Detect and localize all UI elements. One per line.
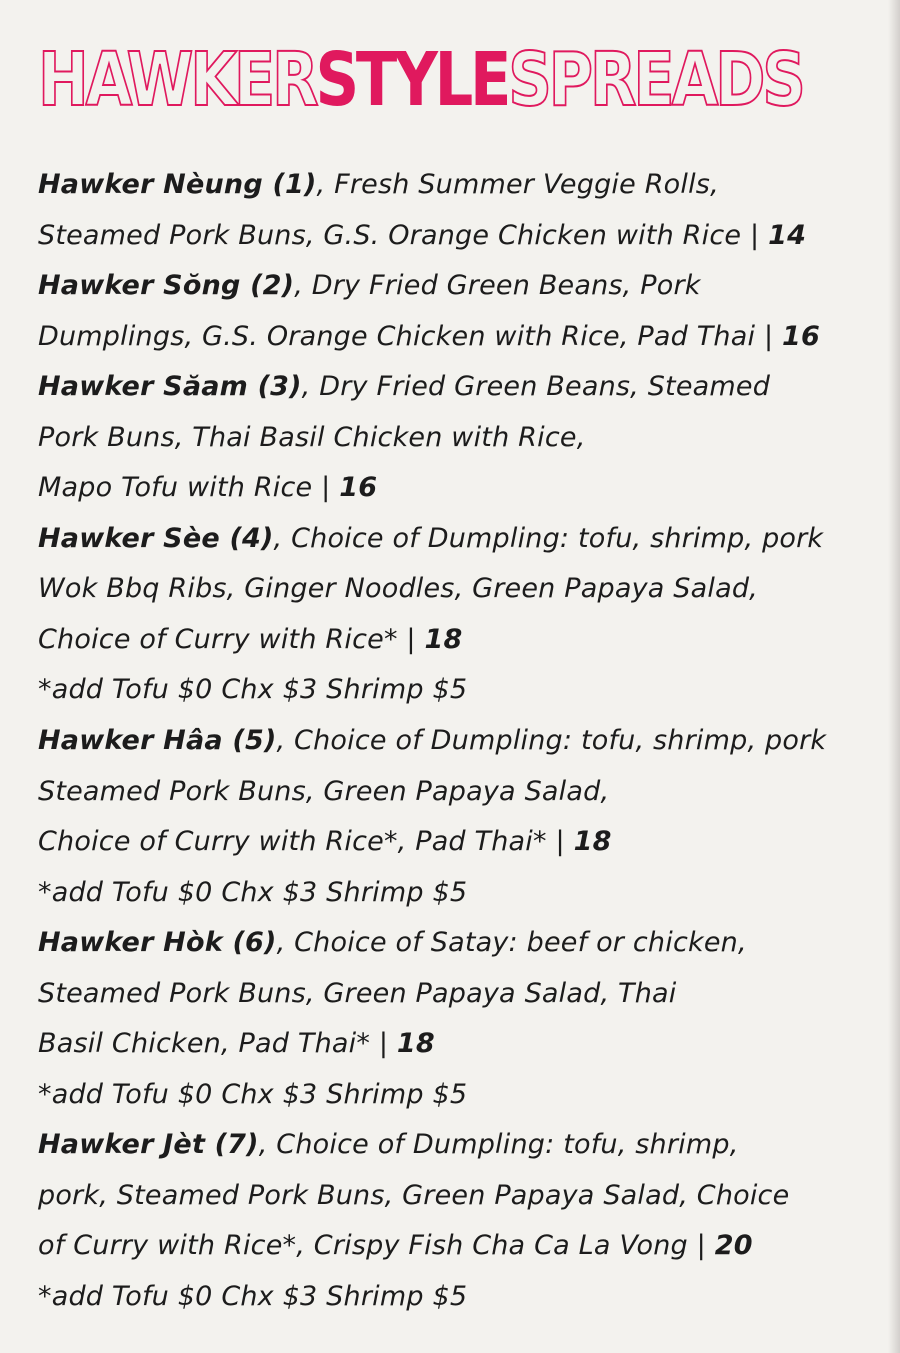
menu-item-text: pork, Steamed Pork Buns, Green Papaya Salad, Choice	[38, 1179, 790, 1211]
menu-item-line	[38, 1120, 868, 1171]
menu-item-line	[38, 362, 868, 413]
menu-item-text: , Choice of Dumpling: tofu, shrimp, pork	[276, 725, 827, 757]
menu-item-text: , Fresh Summer Veggie Rolls,	[316, 169, 719, 200]
menu-item-line	[38, 211, 868, 262]
menu-item-text: Mapo Tofu with Rice |	[38, 472, 340, 504]
menu-item-note: *add Tofu $0 Chx $3 Shrimp $5	[38, 1281, 468, 1313]
menu-title-wordmark	[38, 30, 803, 130]
menu-item-note: *add Tofu $0 Chx $3 Shrimp $5	[38, 876, 468, 908]
menu-item-text: Steamed Pork Buns, Green Papaya Salad,	[38, 775, 610, 807]
menu-item-hawker-4	[38, 514, 868, 716]
menu-item-price: 20	[714, 1230, 753, 1262]
menu-item-price: 18	[573, 826, 612, 858]
menu-item-name: Hawker Hâa (5)	[38, 725, 277, 757]
menu-item-note: *add Tofu $0 Chx $3 Shrimp $5	[38, 674, 468, 706]
menu-item-line	[38, 160, 868, 211]
menu-item-line	[38, 1019, 868, 1070]
menu-item-hawker-3	[38, 362, 868, 514]
menu-item-text: , Choice of Satay: beef or chicken,	[276, 927, 747, 959]
menu-item-text: of Curry with Rice*, Crispy Fish Cha Ca La Vong |	[38, 1230, 715, 1262]
menu-item-line	[38, 918, 868, 969]
menu-item-hawker-5	[38, 716, 868, 918]
menu-list	[38, 160, 868, 1323]
menu-item-price: 18	[424, 623, 463, 655]
menu-item-text: Basil Chicken, Pad Thai* |	[38, 1028, 397, 1060]
menu-item-line	[38, 261, 868, 312]
menu-item-line	[38, 312, 868, 363]
menu-item-hawker-6	[38, 918, 868, 1120]
menu-item-line	[38, 767, 868, 818]
menu-item-hawker-1	[38, 160, 868, 261]
menu-item-price: 16	[339, 472, 378, 504]
menu-item-name: Hawker Jèt (7)	[38, 1129, 259, 1161]
menu-item-line	[38, 413, 868, 464]
menu-item-text: Choice of Curry with Rice* |	[38, 623, 425, 655]
menu-item-text: , Choice of Dumpling: tofu, shrimp,	[258, 1129, 739, 1161]
menu-item-line	[38, 1171, 868, 1222]
title-style: STYLE	[315, 37, 509, 123]
menu-item-price: 14	[768, 219, 807, 251]
menu-item-line	[38, 969, 868, 1020]
menu-item-name: Hawker Sŏng (2)	[38, 270, 295, 302]
menu-item-name: Hawker Nèung (1)	[38, 169, 317, 200]
page-edge	[888, 0, 900, 1353]
menu-item-name: Hawker Hòk (6)	[38, 927, 277, 959]
menu-title	[38, 30, 808, 130]
menu-item-text: Dumplings, G.S. Orange Chicken with Rice, Pad Thai |	[38, 320, 783, 352]
menu-item-text: , Choice of Dumpling: tofu, shrimp, pork	[273, 522, 824, 554]
title-hawker: HAWKER	[38, 37, 316, 123]
menu-item-line	[38, 817, 868, 868]
menu-item-line	[38, 564, 868, 615]
menu-item-text: Pork Buns, Thai Basil Chicken with Rice,	[38, 421, 586, 453]
menu-item-line	[38, 1221, 868, 1272]
menu-item-price: 18	[396, 1028, 435, 1060]
menu-item-text: Steamed Pork Buns, G.S. Orange Chicken with Rice |	[38, 219, 769, 251]
menu-item-price: 16	[782, 320, 821, 352]
menu-item-hawker-7	[38, 1120, 868, 1322]
menu-item-line	[38, 463, 868, 514]
menu-item-text: Choice of Curry with Rice*, Pad Thai* |	[38, 826, 574, 858]
menu-item-text: Wok Bbq Ribs, Ginger Noodles, Green Papaya Salad,	[38, 573, 758, 605]
menu-item-text: Steamed Pork Buns, Green Papaya Salad, Thai	[38, 977, 677, 1009]
title-spreads: SPREADS	[508, 37, 803, 123]
menu-item-name: Hawker Sèe (4)	[38, 522, 274, 554]
menu-item-line	[38, 716, 868, 767]
menu-item-text: , Dry Fried Green Beans, Pork	[294, 270, 701, 302]
menu-item-text: , Dry Fried Green Beans, Steamed	[301, 371, 771, 403]
menu-item-line	[38, 514, 868, 565]
menu-item-line	[38, 615, 868, 666]
menu-item-note: *add Tofu $0 Chx $3 Shrimp $5	[38, 1078, 468, 1110]
menu-item-name: Hawker Săam (3)	[38, 371, 302, 403]
menu-item-hawker-2	[38, 261, 868, 362]
